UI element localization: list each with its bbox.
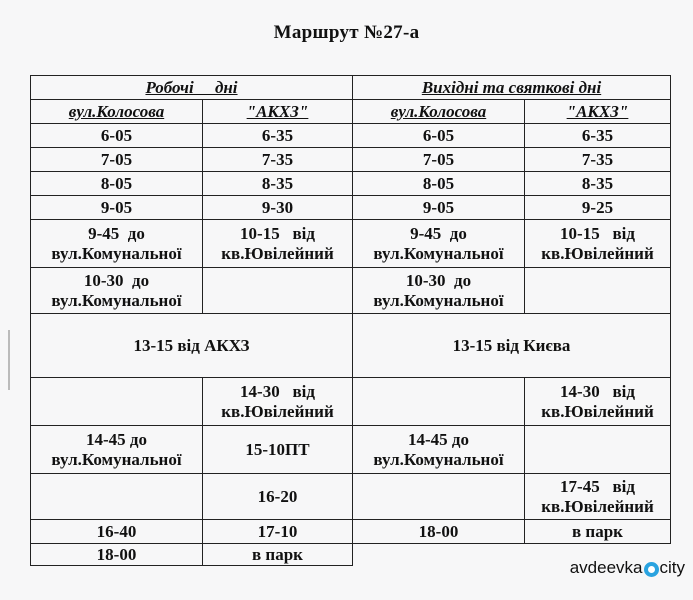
cell bbox=[525, 220, 671, 268]
cell: 7-05 bbox=[31, 148, 203, 172]
cell bbox=[31, 268, 203, 314]
cell bbox=[525, 474, 671, 520]
cell-line: вул.Комунальної bbox=[51, 290, 182, 310]
empty-cell bbox=[31, 474, 203, 520]
cell: 6-05 bbox=[31, 124, 203, 148]
cell-line: кв.Ювілейний bbox=[221, 401, 334, 421]
cell: 15-10ПТ bbox=[203, 426, 353, 474]
cell-line: вул.Комунальної bbox=[51, 243, 182, 263]
cell-line: 9-45 до bbox=[410, 223, 467, 243]
cell-merged-weekdays: 13-15 від АКХЗ bbox=[31, 314, 353, 378]
col-header-akhz-weekdays: "АКХЗ" bbox=[203, 100, 353, 124]
cell bbox=[203, 378, 353, 426]
table-row bbox=[31, 520, 671, 544]
cell-line: вул.Комунальної bbox=[51, 449, 182, 469]
cell-line: кв.Ювілейний bbox=[541, 496, 654, 516]
weekend-header: Вихідні та святкові дні bbox=[353, 76, 671, 100]
cell bbox=[525, 378, 671, 426]
empty-cell bbox=[525, 426, 671, 474]
cell: 9-05 bbox=[353, 196, 525, 220]
cell-line: 9-45 до bbox=[88, 223, 145, 243]
cell: в парк bbox=[525, 520, 671, 544]
cell bbox=[353, 220, 525, 268]
scan-margin-mark bbox=[8, 330, 10, 390]
cell: в парк bbox=[203, 544, 353, 566]
empty-cell bbox=[353, 474, 525, 520]
cell bbox=[31, 426, 203, 474]
cell-line: 14-45 до bbox=[85, 429, 147, 449]
cell-merged-weekend: 13-15 від Києва bbox=[353, 314, 671, 378]
cell: 8-05 bbox=[353, 172, 525, 196]
table-row bbox=[31, 220, 671, 268]
cell: 8-05 bbox=[31, 172, 203, 196]
cell bbox=[31, 220, 203, 268]
cell-line: вул.Комунальної bbox=[373, 243, 504, 263]
cell bbox=[353, 268, 525, 314]
cell-line: кв.Ювілейний bbox=[541, 401, 654, 421]
watermark-text-right: city bbox=[659, 558, 685, 577]
watermark-dot-icon bbox=[644, 562, 659, 577]
cell-line: кв.Ювілейний bbox=[541, 243, 654, 263]
header-row-group bbox=[31, 76, 671, 100]
table-row bbox=[31, 426, 671, 474]
cell bbox=[203, 220, 353, 268]
empty-cell bbox=[31, 378, 203, 426]
cell: 18-00 bbox=[353, 520, 525, 544]
cell: 9-05 bbox=[31, 196, 203, 220]
cell-line: вул.Комунальної bbox=[373, 290, 504, 310]
col-header-kolosova-weekend: вул.Колосова bbox=[353, 100, 525, 124]
col-header-kolosova-weekdays: вул.Колосова bbox=[31, 100, 203, 124]
watermark-logo bbox=[570, 558, 685, 578]
cell-line: 10-30 до bbox=[83, 270, 150, 290]
weekdays-header: Робочі дні bbox=[31, 76, 353, 100]
cell: 7-35 bbox=[525, 148, 671, 172]
empty-cell bbox=[525, 268, 671, 314]
cell: 6-35 bbox=[203, 124, 353, 148]
cell: 8-35 bbox=[203, 172, 353, 196]
table-row bbox=[31, 474, 671, 520]
cell: 17-10 bbox=[203, 520, 353, 544]
cell-line: 17-45 від bbox=[560, 476, 635, 496]
table-row bbox=[31, 314, 671, 378]
empty-cell bbox=[353, 378, 525, 426]
cell-line: 14-30 від bbox=[240, 381, 315, 401]
table-row bbox=[31, 196, 671, 220]
cell-line: 10-15 від bbox=[560, 223, 635, 243]
schedule-table bbox=[30, 75, 671, 566]
cell-line: кв.Ювілейний bbox=[221, 243, 334, 263]
table-row bbox=[31, 172, 671, 196]
cell: 16-40 bbox=[31, 520, 203, 544]
empty-cell bbox=[203, 268, 353, 314]
table-row bbox=[31, 378, 671, 426]
cell-line: 10-30 до bbox=[405, 270, 472, 290]
cell-line: 14-30 від bbox=[560, 381, 635, 401]
table-row bbox=[31, 124, 671, 148]
cell: 7-05 bbox=[353, 148, 525, 172]
cell-line: 14-45 до bbox=[407, 429, 469, 449]
cell: 8-35 bbox=[525, 172, 671, 196]
cell-line: 10-15 від bbox=[240, 223, 315, 243]
cell: 6-05 bbox=[353, 124, 525, 148]
cell bbox=[353, 426, 525, 474]
cell-line: вул.Комунальної bbox=[373, 449, 504, 469]
cell: 9-25 bbox=[525, 196, 671, 220]
watermark-text-left: avdeevka bbox=[569, 558, 643, 577]
cell: 16-20 bbox=[203, 474, 353, 520]
table-row bbox=[31, 268, 671, 314]
table-row bbox=[31, 148, 671, 172]
col-header-akhz-weekend: "АКХЗ" bbox=[525, 100, 671, 124]
empty-cell bbox=[353, 544, 525, 566]
cell: 6-35 bbox=[525, 124, 671, 148]
cell: 7-35 bbox=[203, 148, 353, 172]
header-row-columns bbox=[31, 100, 671, 124]
cell: 18-00 bbox=[31, 544, 203, 566]
page-title: Маршрут №27-а bbox=[273, 22, 420, 43]
cell: 9-30 bbox=[203, 196, 353, 220]
